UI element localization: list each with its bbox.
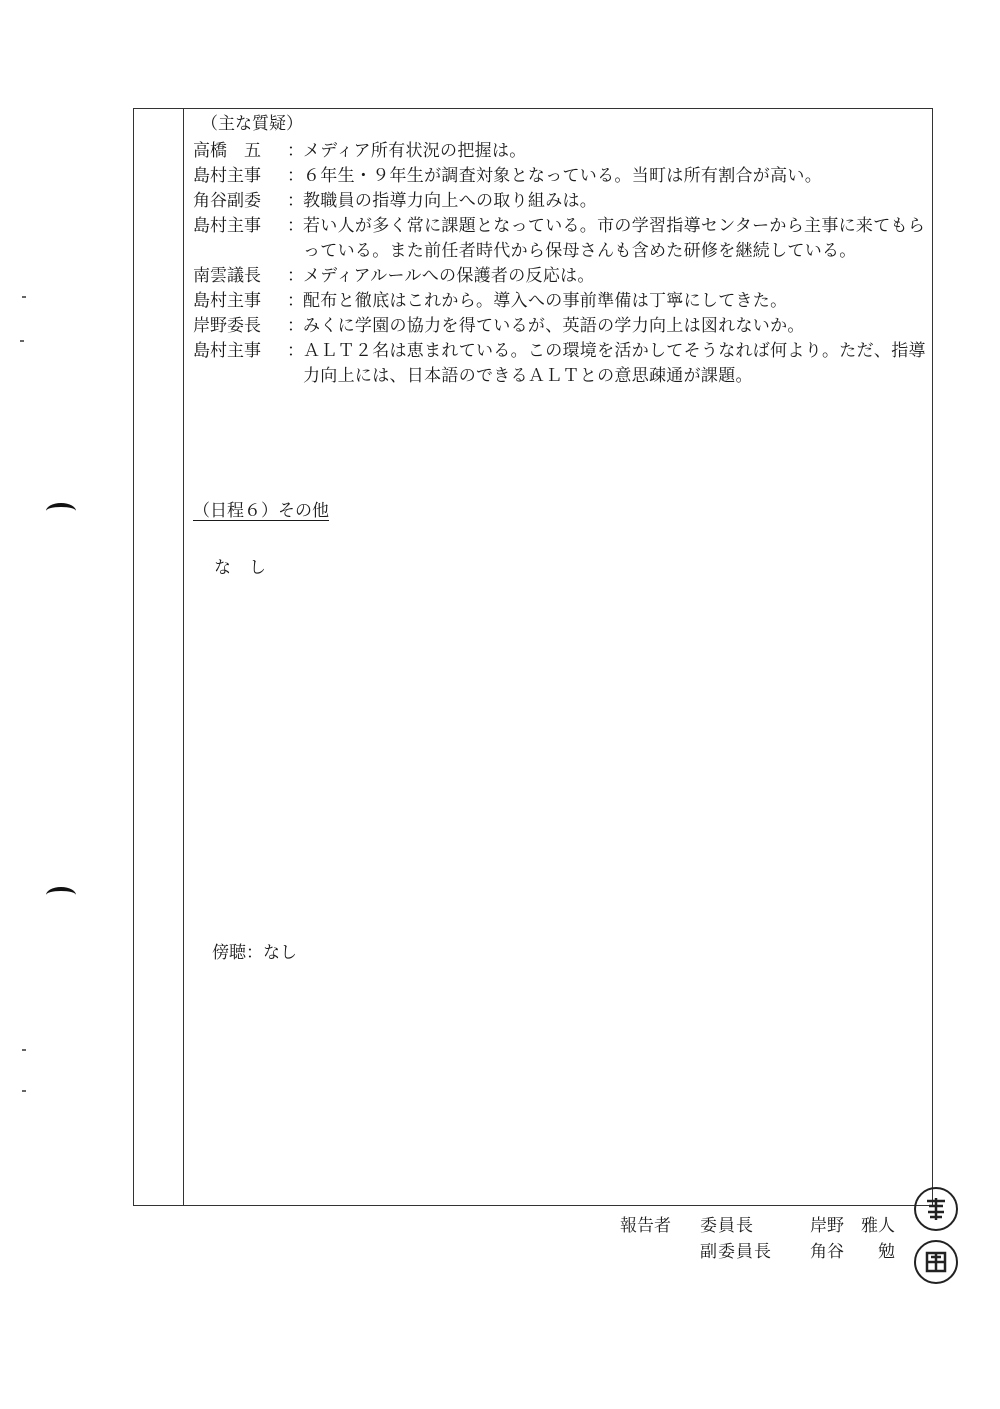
qa-speaker: 南雲議長 bbox=[193, 266, 261, 286]
qa-text: 配布と徹底はこれから。導入への事前準備は丁寧にしてきた。 bbox=[303, 291, 788, 311]
qa-speaker: 島村主事 bbox=[193, 216, 261, 236]
reporter-name: 角谷 勉 bbox=[810, 1242, 895, 1262]
punch-hole-mark bbox=[46, 503, 76, 519]
qa-row bbox=[193, 139, 928, 164]
qa-row bbox=[193, 164, 928, 189]
qa-colon: ： bbox=[287, 216, 304, 236]
qa-colon: ： bbox=[287, 191, 304, 211]
qa-speaker: 高橋 五 bbox=[193, 141, 261, 161]
reporter-block bbox=[620, 1213, 914, 1265]
qa-speaker: 角谷副委 bbox=[193, 191, 261, 211]
seal-glyph bbox=[921, 1247, 951, 1277]
qa-colon: ： bbox=[287, 316, 304, 336]
qa-colon: ： bbox=[287, 166, 304, 186]
qa-heading: （主な質疑） bbox=[201, 114, 303, 134]
qa-colon: ： bbox=[287, 266, 304, 286]
reporter-role: 副委員長 bbox=[700, 1242, 772, 1262]
qa-text: ６年生・９年生が調査対象となっている。当町は所有割合が高い。 bbox=[303, 166, 822, 186]
reporter-row bbox=[620, 1239, 914, 1265]
scan-speck bbox=[22, 296, 26, 298]
qa-speaker: 岸野委長 bbox=[193, 316, 261, 336]
reporter-name: 岸野 雅人 bbox=[810, 1216, 895, 1236]
reporter-role: 委員長 bbox=[700, 1216, 754, 1236]
scan-speck bbox=[22, 1049, 26, 1051]
qa-section bbox=[193, 112, 928, 389]
qa-text: みくに学園の協力を得ているが、英語の学力向上は図れないか。 bbox=[303, 316, 805, 336]
qa-speaker: 島村主事 bbox=[193, 291, 261, 311]
qa-row bbox=[193, 189, 928, 214]
punch-hole-mark bbox=[46, 887, 76, 903]
item6-title: （日程６）その他 bbox=[193, 501, 329, 521]
qa-row bbox=[193, 289, 928, 314]
seal-glyph bbox=[921, 1194, 951, 1224]
qa-speaker: 島村主事 bbox=[193, 166, 261, 186]
item6-body: なし bbox=[214, 558, 284, 578]
reporter-label-spacer bbox=[620, 1239, 700, 1265]
reporter-row bbox=[620, 1213, 914, 1239]
scan-speck bbox=[22, 1090, 26, 1092]
qa-row bbox=[193, 214, 928, 264]
qa-row bbox=[193, 314, 928, 339]
hanko-seal bbox=[914, 1187, 958, 1231]
qa-text: 教職員の指導力向上への取り組みは。 bbox=[303, 191, 598, 211]
qa-speaker: 島村主事 bbox=[193, 341, 261, 361]
qa-text: メディアルールへの保護者の反応は。 bbox=[303, 266, 595, 286]
qa-row bbox=[193, 339, 928, 389]
column-divider bbox=[183, 109, 184, 1205]
qa-text: ＡＬＴ２名は恵まれている。この環境を活かしてそうなれば何より。ただ、指導力向上には、日本語のできるＡＬＴとの意思疎通が課題。 bbox=[303, 341, 926, 386]
scan-speck bbox=[20, 340, 24, 342]
qa-text: メディア所有状況の把握は。 bbox=[303, 141, 527, 161]
qa-list bbox=[193, 139, 928, 389]
qa-row bbox=[193, 264, 928, 289]
qa-colon: ： bbox=[287, 141, 304, 161]
qa-text: 若い人が多く常に課題となっている。市の学習指導センターから主事に来てもらっている。また前任者時代から保母さんも含めた研修を継続している。 bbox=[303, 216, 926, 261]
reporter-label: 報告者 bbox=[620, 1216, 671, 1236]
audience-note: 傍聴：なし bbox=[212, 943, 297, 963]
hanko-seal bbox=[914, 1240, 958, 1284]
qa-colon: ： bbox=[287, 341, 304, 361]
qa-colon: ： bbox=[287, 291, 304, 311]
